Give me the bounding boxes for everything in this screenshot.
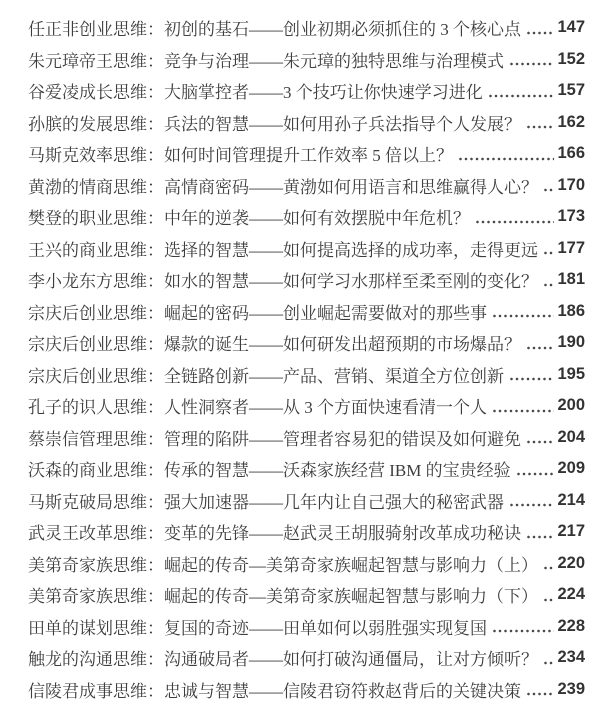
- dot-leader: [527, 692, 554, 696]
- toc-entry-page-number: 166: [557, 144, 585, 163]
- dot-leader: [544, 661, 554, 665]
- toc-entry-page-number: 162: [557, 112, 585, 131]
- toc-entry-title: 任正非创业思维：初创的基石——创业初期必须抓住的 3 个核心点: [28, 20, 521, 40]
- toc-entry-page-number: 200: [557, 396, 585, 415]
- dot-leader: [493, 409, 554, 413]
- toc-entry-page-number: 147: [557, 18, 585, 37]
- toc-entry-title: 蔡崇信管理思维：管理的陷阱——管理者容易犯的错误及如何避免: [28, 429, 521, 449]
- toc-entry: [28, 390, 585, 422]
- dot-leader: [476, 220, 554, 224]
- toc-entry-page-number: 220: [557, 553, 585, 572]
- toc-entry: [28, 12, 585, 44]
- toc-entry-title: 孙膑的发展思维：兵法的智慧——如何用孙子兵法指导个人发展？: [28, 114, 521, 134]
- toc-entry-page-number: 234: [557, 648, 585, 667]
- toc-entry-page-number: 181: [557, 270, 585, 289]
- toc-entry-title: 黄渤的情商思维：高情商密码——黄渤如何用语言和思维赢得人心？: [28, 177, 538, 197]
- dot-leader: [527, 440, 554, 444]
- toc-entry: [28, 674, 585, 706]
- toc-entry-page-number: 195: [557, 364, 585, 383]
- toc-entry-title: 武灵王改革思维：变革的先锋——赵武灵王胡服骑射改革成功秘诀: [28, 524, 521, 544]
- toc-entry-page-number: 228: [557, 616, 585, 635]
- toc-entry: [28, 422, 585, 454]
- toc-entry: [28, 138, 585, 170]
- toc-entry-title: 触龙的沟通思维：沟通破局者——如何打破沟通僵局，让对方倾听？: [28, 650, 538, 670]
- toc-entry-title: 马斯克破局思维：强大加速器——几年内让自己强大的秘密武器: [28, 492, 504, 512]
- dot-leader: [544, 598, 554, 602]
- toc-entry: [28, 75, 585, 107]
- dot-leader: [527, 346, 554, 350]
- dot-leader: [517, 472, 554, 476]
- toc-entry-title: 美第奇家族思维：崛起的传奇—美第奇家族崛起智慧与影响力（下）: [28, 587, 538, 607]
- toc-entry: [28, 296, 585, 328]
- toc-entry-page-number: 173: [557, 207, 585, 226]
- toc-entry: [28, 611, 585, 643]
- toc-entry-page-number: 204: [557, 427, 585, 446]
- toc-entry-page-number: 190: [557, 333, 585, 352]
- toc-entry-page-number: 170: [557, 175, 585, 194]
- toc-entry-page-number: 214: [557, 490, 585, 509]
- toc-entry-title: 信陵君成事思维：忠诚与智慧——信陵君窃符救赵背后的关键决策: [28, 681, 521, 701]
- dot-leader: [493, 314, 554, 318]
- dot-leader: [527, 31, 554, 35]
- toc-entry-page-number: 157: [557, 81, 585, 100]
- toc-entry-page-number: 152: [557, 49, 585, 68]
- toc-entry-page-number: 217: [557, 522, 585, 541]
- toc-entry-title: 王兴的商业思维：选择的智慧——如何提高选择的成功率，走得更远: [28, 240, 538, 260]
- toc-entry-title: 宗庆后创业思维：爆款的诞生——如何研发出超预期的市场爆品？: [28, 335, 521, 355]
- dot-leader: [544, 251, 554, 255]
- toc-entry-page-number: 239: [557, 679, 585, 698]
- toc-entry-title: 谷爱凌成长思维：大脑掌控者——3 个技巧让你快速学习进化: [28, 83, 483, 103]
- dot-leader: [527, 125, 554, 129]
- dot-leader: [527, 535, 554, 539]
- toc-entry-title: 宗庆后创业思维：崛起的密码——创业崛起需要做对的那些事: [28, 303, 487, 323]
- toc-entry: [28, 170, 585, 202]
- toc-entry: [28, 201, 585, 233]
- toc-entry-page-number: 224: [557, 585, 585, 604]
- toc-entry: [28, 485, 585, 517]
- toc-entry-title: 宗庆后创业思维：全链路创新——产品、营销、渠道全方位创新: [28, 366, 504, 386]
- toc-entry-title: 美第奇家族思维：崛起的传奇—美第奇家族崛起智慧与影响力（上）: [28, 555, 538, 575]
- toc-entry-title: 朱元璋帝王思维：竞争与治理——朱元璋的独特思维与治理模式: [28, 51, 504, 71]
- toc-entry-title: 田单的谋划思维：复国的奇迹——田单如何以弱胜强实现复国: [28, 618, 487, 638]
- toc-entry-title: 马斯克效率思维：如何时间管理提升工作效率 5 倍以上？: [28, 146, 453, 166]
- dot-leader: [489, 94, 554, 98]
- toc-entry: [28, 548, 585, 580]
- dot-leader: [510, 62, 554, 66]
- toc-entry: [28, 327, 585, 359]
- dot-leader: [493, 629, 554, 633]
- dot-leader: [459, 157, 554, 161]
- toc-entry-title: 樊登的职业思维：中年的逆袭——如何有效摆脱中年危机？: [28, 209, 470, 229]
- dot-leader: [544, 566, 554, 570]
- dot-leader: [544, 283, 554, 287]
- toc-entry: [28, 44, 585, 76]
- toc-entry: [28, 516, 585, 548]
- toc-entry: [28, 233, 585, 265]
- toc-entry: [28, 642, 585, 674]
- toc-entry-page-number: 177: [557, 238, 585, 257]
- toc-entry: [28, 107, 585, 139]
- toc-entry: [28, 264, 585, 296]
- toc-entry: [28, 453, 585, 485]
- toc-entry-title: 李小龙东方思维：如水的智慧——如何学习水那样至柔至刚的变化？: [28, 272, 538, 292]
- toc-entry-title: 沃森的商业思维：传承的智慧——沃森家族经营 IBM 的宝贵经验: [28, 461, 511, 481]
- dot-leader: [510, 503, 554, 507]
- toc-entry-page-number: 186: [557, 301, 585, 320]
- dot-leader: [510, 377, 554, 381]
- toc-entry: [28, 579, 585, 611]
- dot-leader: [544, 188, 554, 192]
- toc-entry-page-number: 209: [557, 459, 585, 478]
- toc-entry: [28, 359, 585, 391]
- table-of-contents: [28, 12, 585, 705]
- toc-entry-title: 孔子的识人思维：人性洞察者——从 3 个方面快速看清一个人: [28, 398, 487, 418]
